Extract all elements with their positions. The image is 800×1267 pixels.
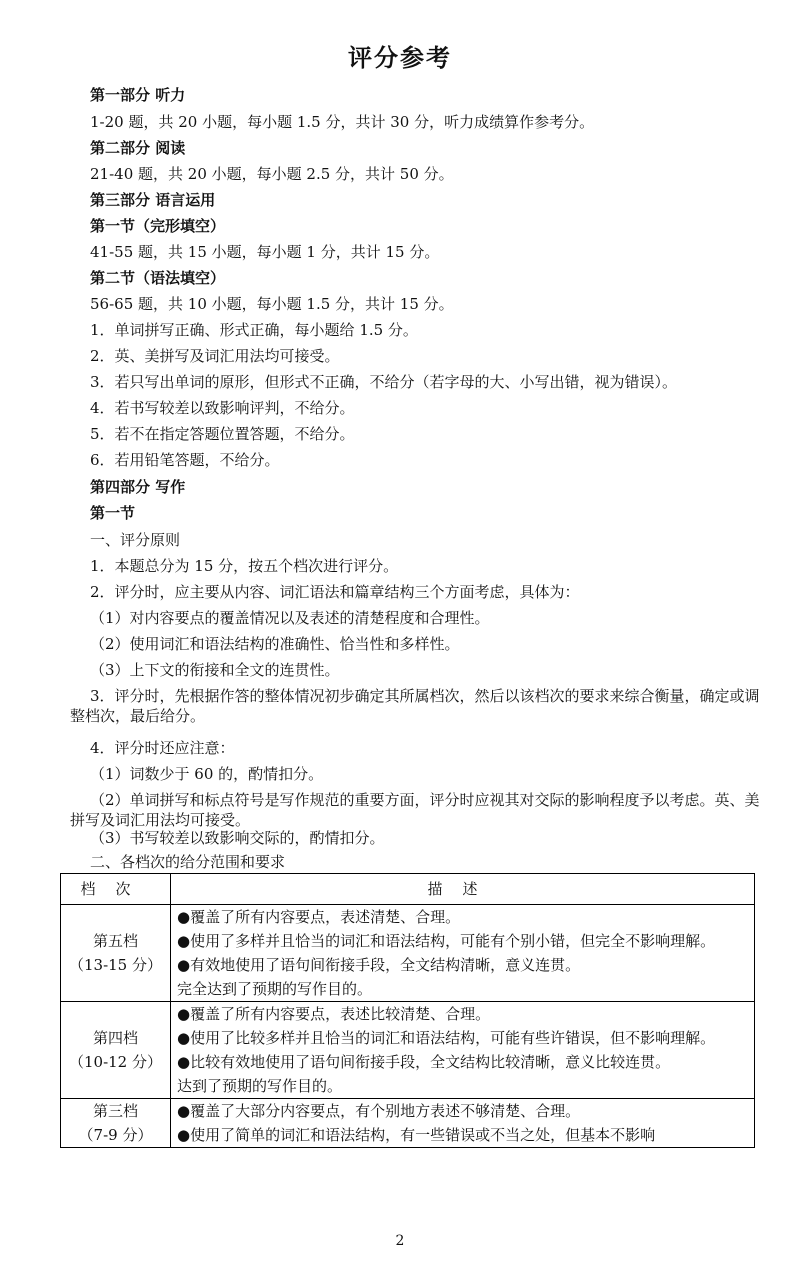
description-item: 达到了预期的写作目的。 [177, 1077, 343, 1095]
level-name: 第四档 [92, 1029, 138, 1047]
principle-4-sub3: （3）书写较差以致影响交际的，酌情扣分。 [90, 829, 385, 847]
description-cell [171, 905, 755, 1002]
part4-heading: 第四部分 写作 [90, 478, 186, 496]
part3-heading: 第三部分 语言运用 [90, 191, 216, 209]
page-number: 2 [395, 1233, 405, 1249]
level-range: （7-9 分） [78, 1126, 153, 1144]
description-item: 完全达到了预期的写作目的。 [177, 980, 373, 998]
level-name: 第五档 [92, 932, 138, 950]
principle-4-sub2: （2）单词拼写和标点符号是写作规范的重要方面，评分时应视其对交际的影响程度予以考虑。英、美拼写及词汇用法均可接受。 [70, 791, 760, 829]
table-header-row [61, 874, 755, 905]
table-row [61, 1099, 755, 1148]
part4-section1-heading: 第一节 [90, 504, 136, 522]
level-range: （10-12 分） [68, 1053, 162, 1071]
description-item: ●覆盖了大部分内容要点，有个别地方表述不够清楚、合理。 [177, 1102, 581, 1120]
principle-2: 2．评分时，应主要从内容、词汇语法和篇章结构三个方面考虑，具体为： [90, 583, 580, 601]
rule-2: 2．英、美拼写及词汇用法均可接受。 [90, 347, 340, 365]
level-cell [61, 1002, 171, 1099]
table-row [61, 1002, 755, 1099]
rule-3: 3．若只写出单词的原形，但形式不正确，不给分（若字母的大、小写出错，视为错误）。 [90, 373, 678, 391]
description-item: ●使用了简单的词汇和语法结构，有一些错误或不当之处，但基本不影响 [177, 1126, 656, 1144]
section2-heading: 第二节（语法填空） [90, 269, 226, 287]
level-cell [61, 905, 171, 1002]
rule-6: 6．若用铅笔答题，不给分。 [90, 451, 280, 469]
part1-heading: 第一部分 听力 [90, 86, 186, 104]
part2-heading: 第二部分 阅读 [90, 139, 186, 157]
description-item: ●比较有效地使用了语句间衔接手段，全文结构比较清晰，意义比较连贯。 [177, 1053, 671, 1071]
principle-3: 3．评分时，先根据作答的整体情况初步确定其所属档次，然后以该档次的要求来综合衡量，确定或调整档次，最后给分。 [70, 687, 760, 725]
principle-2-sub1: （1）对内容要点的覆盖情况以及表述的清楚程度和合理性。 [90, 609, 490, 627]
description-item: ●使用了多样并且恰当的词汇和语法结构，可能有个别小错，但完全不影响理解。 [177, 932, 716, 950]
description-item: ●覆盖了所有内容要点，表述清楚、合理。 [177, 908, 461, 926]
part1-text: 1-20 题，共 20 小题，每小题 1.5 分，共计 30 分，听力成绩算作参考分。 [90, 113, 595, 131]
principle-2-sub3: （3）上下文的衔接和全文的连贯性。 [90, 661, 340, 679]
description-item: ●使用了比较多样并且恰当的词汇和语法结构，可能有些许错误，但不影响理解。 [177, 1029, 716, 1047]
description-item: ●有效地使用了语句间衔接手段，全文结构清晰，意义连贯。 [177, 956, 581, 974]
header-description: 描述 [171, 874, 755, 905]
level-name: 第三档 [92, 1102, 138, 1120]
section2-text: 56-65 题，共 10 小题，每小题 1.5 分，共计 15 分。 [90, 295, 454, 313]
description-cell [171, 1099, 755, 1148]
table-row [61, 905, 755, 1002]
principle-2-sub2: （2）使用词汇和语法结构的准确性、恰当性和多样性。 [90, 635, 460, 653]
level-range: （13-15 分） [68, 956, 162, 974]
rule-4: 4．若书写较差以致影响评判，不给分。 [90, 399, 355, 417]
description-item: ●覆盖了所有内容要点，表述比较清楚、合理。 [177, 1005, 491, 1023]
page-title: 评分参考 [348, 44, 452, 72]
section1-text: 41-55 题，共 15 小题，每小题 1 分，共计 15 分。 [90, 243, 440, 261]
rule-5: 5．若不在指定答题位置答题，不给分。 [90, 425, 355, 443]
header-level: 档次 [61, 874, 171, 905]
part2-text: 21-40 题，共 20 小题，每小题 2.5 分，共计 50 分。 [90, 165, 454, 183]
principle-4-sub1: （1）词数少于 60 的，酌情扣分。 [90, 765, 324, 783]
level-cell [61, 1099, 171, 1148]
grade-table [60, 873, 755, 1148]
grade-levels-heading: 二、各档次的给分范围和要求 [90, 853, 286, 871]
description-cell [171, 1002, 755, 1099]
section1-heading: 第一节（完形填空） [90, 217, 226, 235]
rule-1: 1．单词拼写正确、形式正确，每小题给 1.5 分。 [90, 321, 418, 339]
principle-1: 1．本题总分为 15 分，按五个档次进行评分。 [90, 557, 399, 575]
principle-4: 4．评分时还应注意： [90, 739, 235, 757]
scoring-principles-heading: 一、评分原则 [90, 531, 181, 549]
